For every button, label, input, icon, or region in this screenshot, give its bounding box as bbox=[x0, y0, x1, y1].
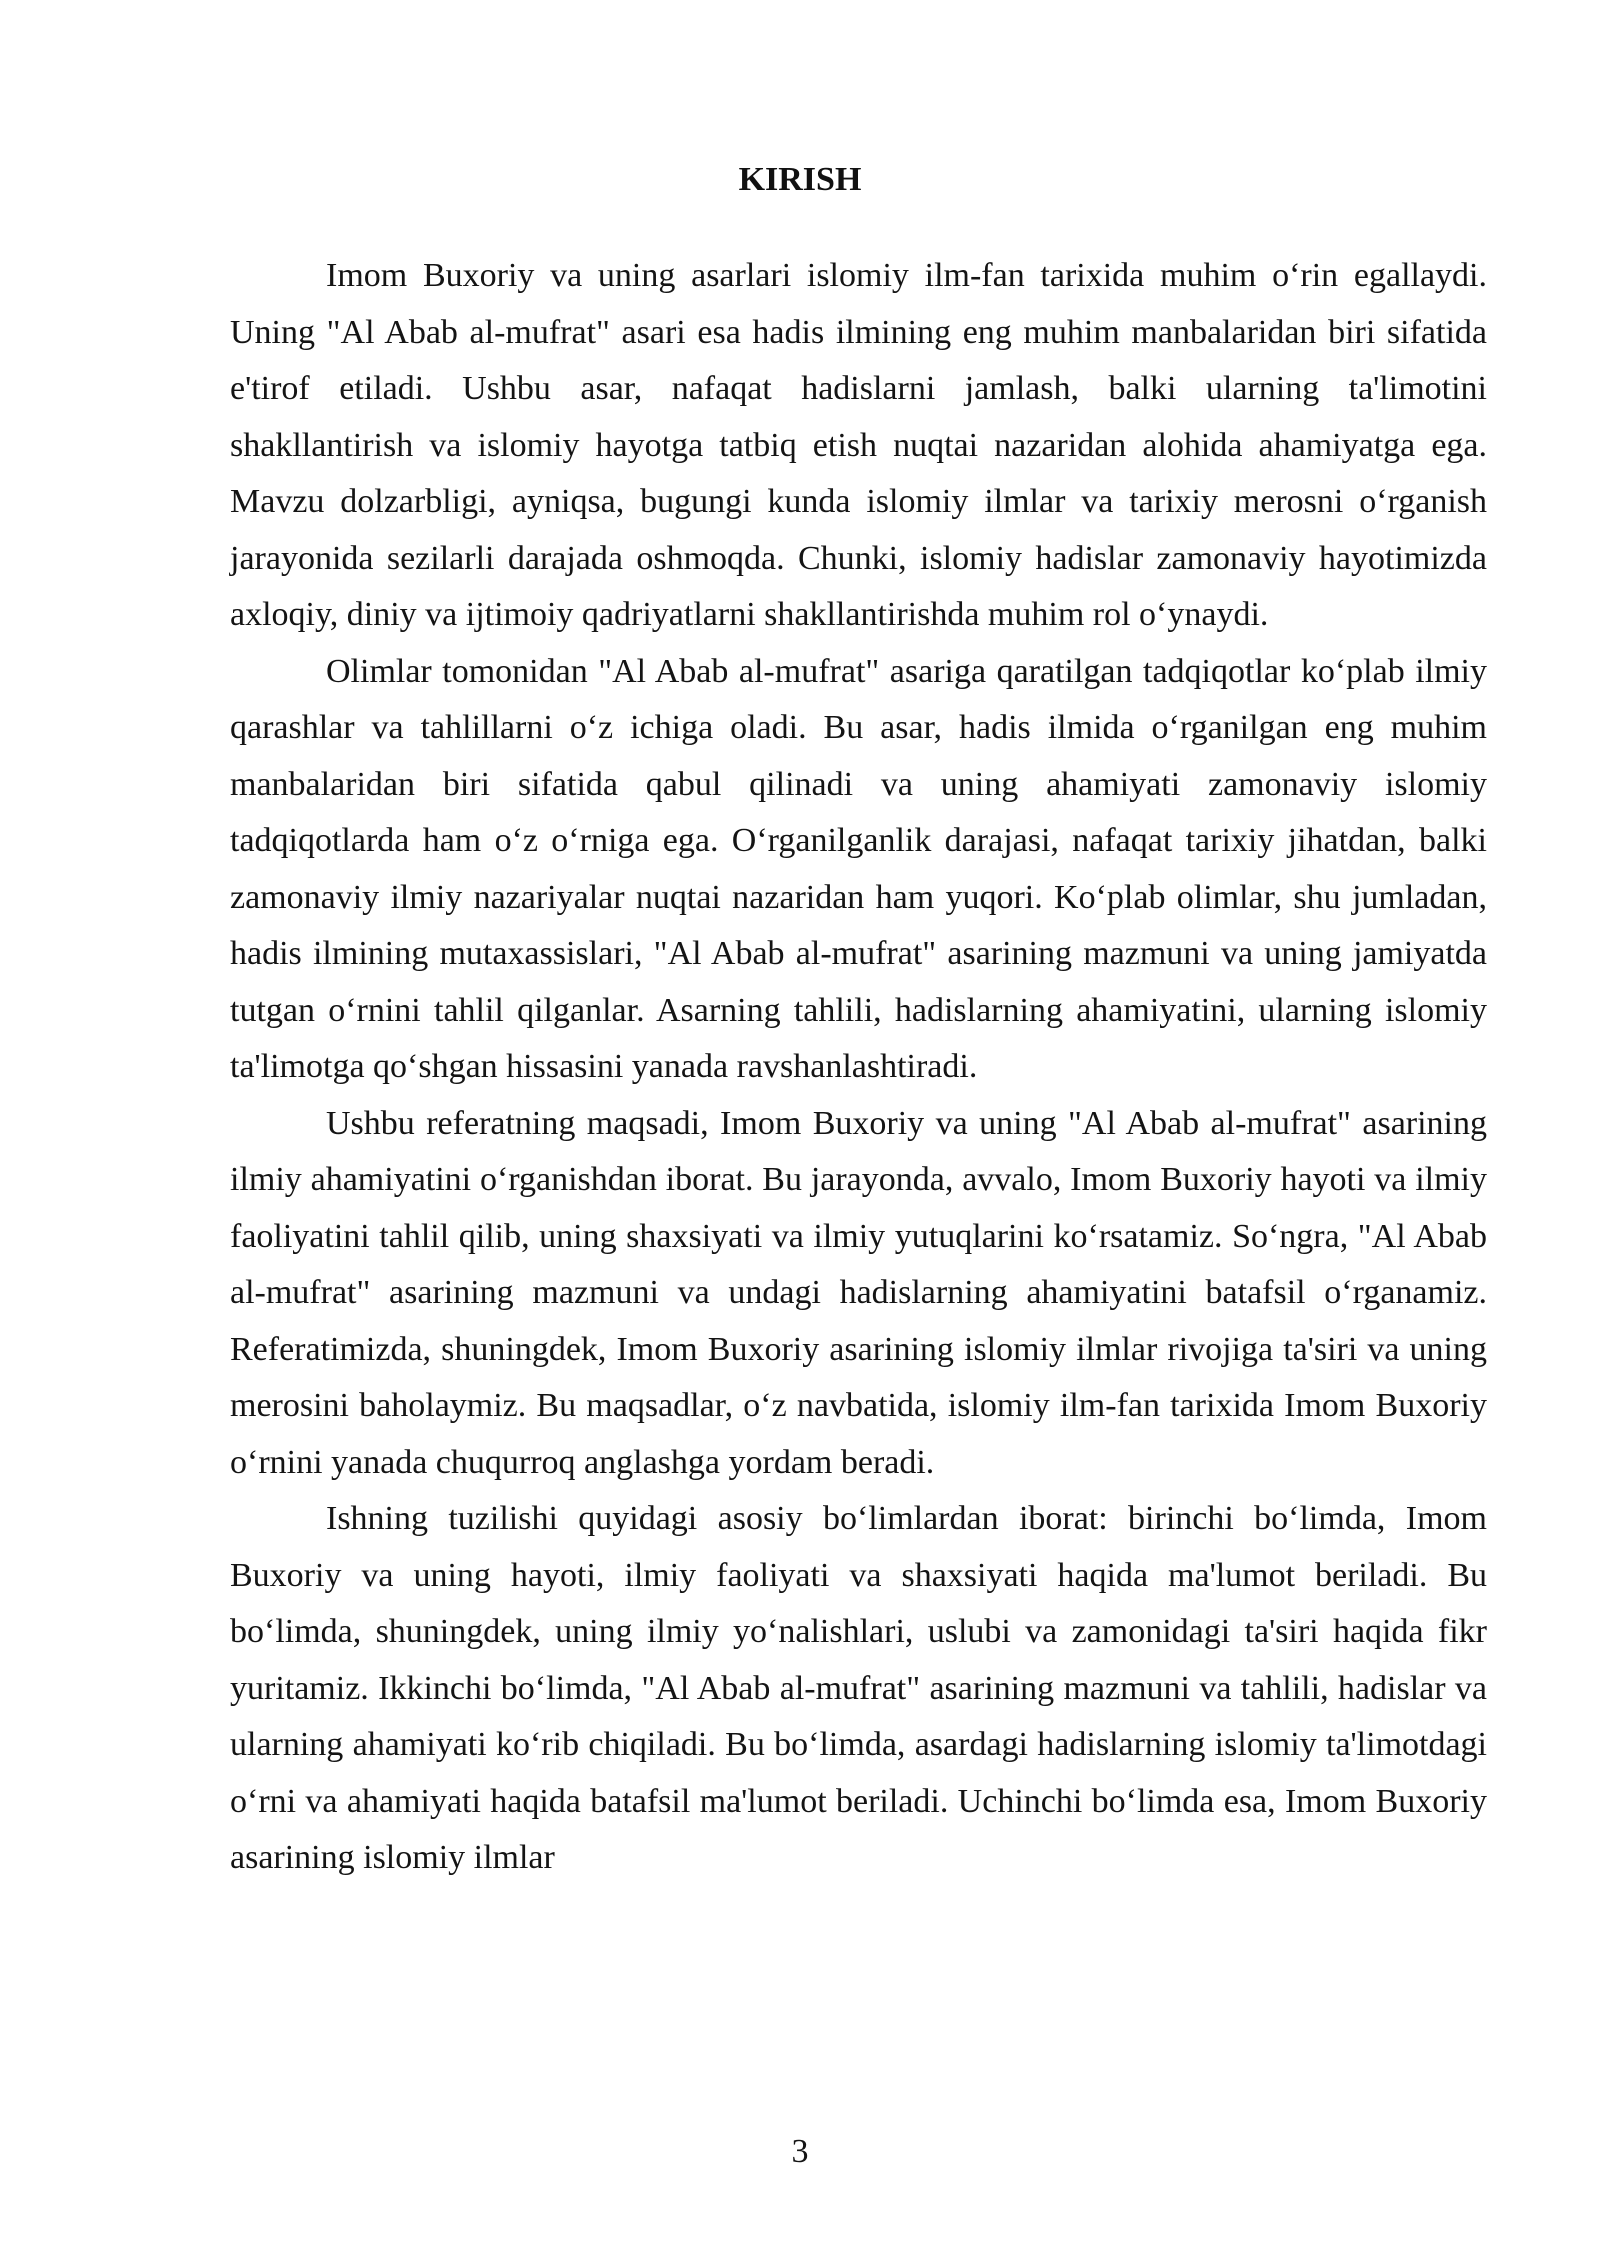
paragraph-3: Ushbu referatning maqsadi, Imom Buxoriy va uning "Al Abab al-mufrat" asarining ilmiy ahamiyatini o‘rganishdan iborat. Bu jarayonda, avvalo, Imom Buxoriy hayoti va ilmiy faoliyatini tahlil qilib, uning shaxsiyati va ilmiy yutuqlarini ko‘rsatamiz. So‘ngra, "Al Abab al-mufrat" asarining mazmuni va undagi hadislarning ahamiyatini batafsil o‘rganamiz. Referatimizda, shuningdek, Imom Buxoriy asarining islomiy ilmlar rivojiga ta'siri va uning merosini baholaymiz. Bu maqsadlar, o‘z navbatida, islomiy ilm-fan tarixida Imom Buxoriy o‘rnini yanada chuqurroq anglashga yordam beradi. bbox=[230, 1104, 1487, 1481]
page-title: KIRISH bbox=[738, 161, 862, 198]
body-text bbox=[230, 248, 1487, 1887]
page-number: 3 bbox=[791, 2133, 809, 2170]
paragraph-1: Imom Buxoriy va uning asarlari islomiy ilm-fan tarixida muhim o‘rin egallaydi. Uning "Al Abab al-mufrat" asari esa hadis ilmining eng muhim manbalaridan biri sifatida e'tirof etiladi. Ushbu asar, nafaqat hadislarni jamlash, balki ularning ta'limotini shakllantirish va islomiy hayotga tatbiq etish nuqtai nazaridan alohida ahamiyatga ega. Mavzu dolzarbligi, ayniqsa, bugungi kunda islomiy ilmlar va tarixiy merosni o‘rganish jarayonida sezilarli darajada oshmoqda. Chunki, islomiy hadislar zamonaviy hayotimizda axloqiy, diniy va ijtimoiy qadriyatlarni shakllantirishda muhim rol o‘ynaydi. bbox=[230, 257, 1487, 633]
paragraph-2: Olimlar tomonidan "Al Abab al-mufrat" asariga qaratilgan tadqiqotlar ko‘plab ilmiy qarashlar va tahlillarni o‘z ichiga oladi. Bu asar, hadis ilmida o‘rganilgan eng muhim manbalaridan biri sifatida qabul qilinadi va uning ahamiyati zamonaviy islomiy tadqiqotlarda ham o‘z o‘rniga ega. O‘rganilganlik darajasi, nafaqat tarixiy jihatdan, balki zamonaviy ilmiy nazariyalar nuqtai nazaridan ham yuqori. Ko‘plab olimlar, shu jumladan, hadis ilmining mutaxassislari, "Al Abab al-mufrat" asarining mazmuni va uning jamiyatda tutgan o‘rnini tahlil qilganlar. Asarning tahlili, hadislarning ahamiyatini, ularning islomiy ta'limotga qo‘shgan hissasini yanada ravshanlashtiradi. bbox=[230, 652, 1487, 1085]
paragraph-4: Ishning tuzilishi quyidagi asosiy bo‘limlardan iborat: birinchi bo‘limda, Imom Buxoriy va uning hayoti, ilmiy faoliyati va shaxsiyati haqida ma'lumot beriladi. Bu bo‘limda, shuningdek, uning ilmiy yo‘nalishlari, uslubi va zamonidagi ta'siri haqida fikr yuritamiz. Ikkinchi bo‘limda, "Al Abab al-mufrat" asarining mazmuni va tahlili, hadislar va ularning ahamiyati ko‘rib chiqiladi. Bu bo‘limda, asardagi hadislarning islomiy ta'limotdagi o‘rni va ahamiyati haqida batafsil ma'lumot beriladi. Uchinchi bo‘limda esa, Imom Buxoriy asarining islomiy ilmlar bbox=[230, 1500, 1487, 1876]
